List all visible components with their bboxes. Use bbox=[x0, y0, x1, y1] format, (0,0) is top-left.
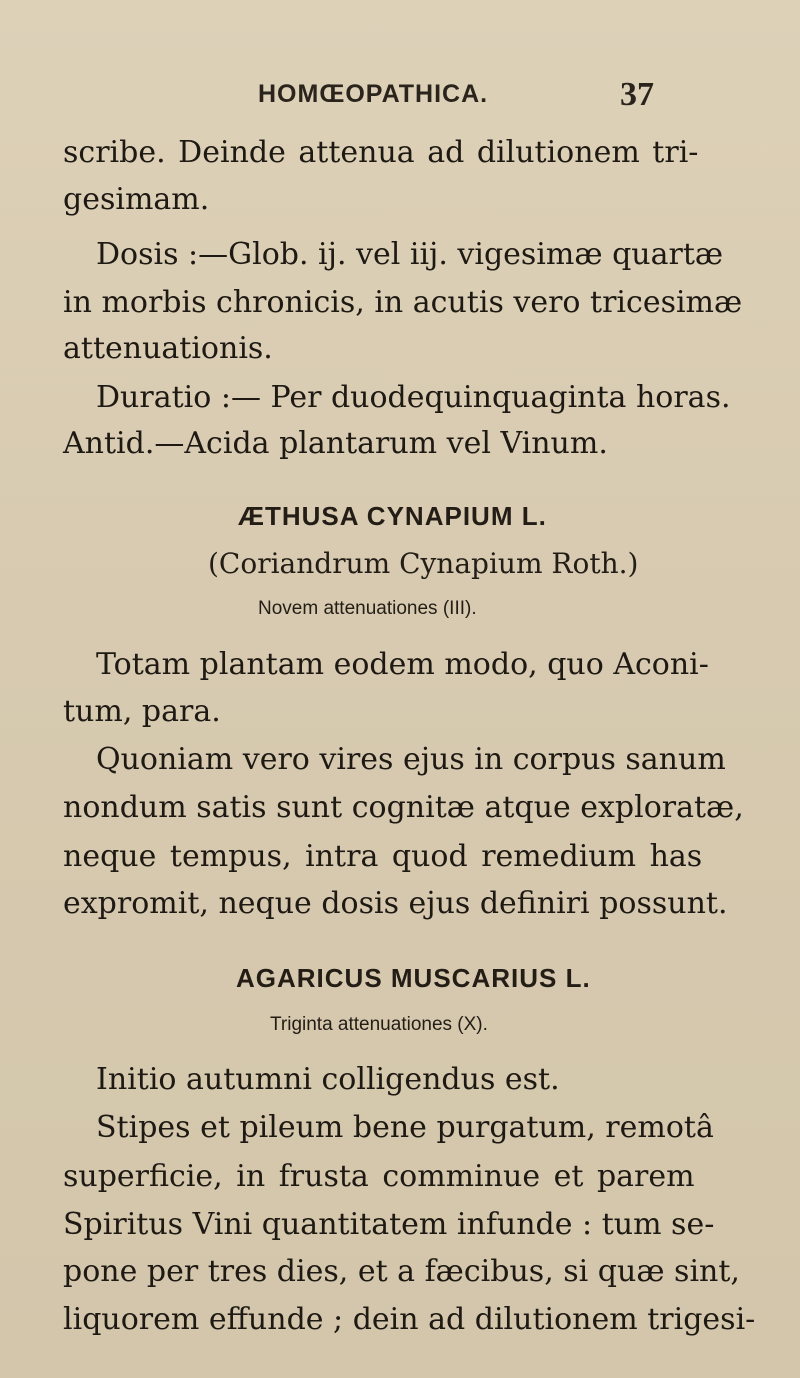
section-heading: AGARICUS MUSCARIUS L. bbox=[236, 963, 591, 993]
running-head bbox=[0, 76, 800, 116]
text-line: Duratio :— Per duodequinquaginta horas. bbox=[96, 380, 731, 415]
text-line: pone per tres dies, et a fæcibus, si quæ sint, bbox=[63, 1254, 740, 1289]
attenuation-note: Triginta attenuationes (X). bbox=[270, 1014, 488, 1035]
text-line: in morbis chronicis, in acutis vero tricesimæ bbox=[63, 285, 743, 320]
section-synonym: (Coriandrum Cynapium Roth.) bbox=[208, 547, 639, 580]
text-line: Dosis :—Glob. ij. vel iij. vigesimæ quartæ bbox=[96, 237, 724, 272]
text-line: Initio autumni colligendus est. bbox=[96, 1062, 560, 1097]
text-line: Spiritus Vini quantitatem infunde : tum se- bbox=[63, 1207, 715, 1242]
text-line: Totam plantam eodem modo, quo Aconi- bbox=[96, 647, 709, 682]
text-line: neque tempus, intra quod remedium has bbox=[63, 839, 703, 874]
section-heading: ÆTHUSA CYNAPIUM L. bbox=[238, 501, 547, 531]
text-line: tum, para. bbox=[63, 694, 221, 729]
attenuation-note: Novem attenuationes (III). bbox=[258, 598, 477, 619]
text-line: nondum satis sunt cognitæ atque exploratæ, bbox=[63, 790, 744, 825]
text-line: Quoniam vero vires ejus in corpus sanum bbox=[96, 742, 726, 777]
text-line: superficie, in frusta comminue et parem bbox=[63, 1159, 695, 1194]
text-line: liquorem effunde ; dein ad dilutionem trigesi- bbox=[63, 1302, 756, 1337]
page-number: 37 bbox=[620, 76, 654, 113]
text-line: Antid.—Acida plantarum vel Vinum. bbox=[63, 426, 608, 461]
running-title: HOMŒOPATHICA. bbox=[258, 80, 489, 108]
text-line: scribe. Deinde attenua ad dilutionem tri- bbox=[63, 135, 699, 170]
text-line: Stipes et pileum bene purgatum, remotâ bbox=[96, 1110, 714, 1145]
text-line: attenuationis. bbox=[63, 331, 273, 366]
text-line: expromit, neque dosis ejus definiri possunt. bbox=[63, 886, 728, 921]
text-line: gesimam. bbox=[63, 182, 210, 217]
